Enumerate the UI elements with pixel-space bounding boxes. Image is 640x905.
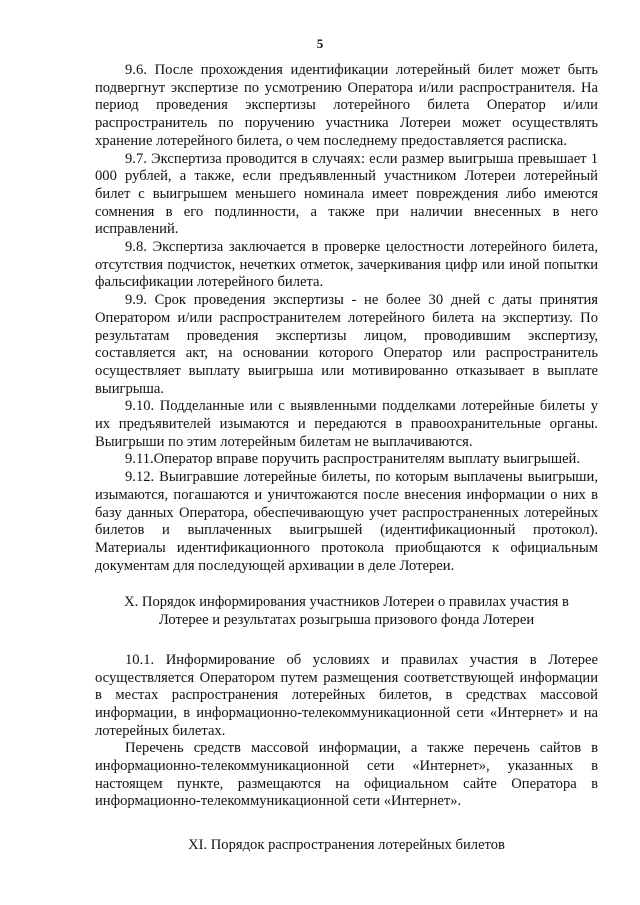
document-body — [95, 62, 598, 855]
paragraph-9-11: 9.11.Оператор вправе поручить распространителям выплату выигрышей. — [125, 451, 581, 468]
paragraph-9-8: 9.8. Экспертиза заключается в проверке целостности лотерейного билета, отсутствия подчисток, нечетких отметок, зачеркивания цифр или иной попытки фальсификации лотерейного билета. — [95, 239, 598, 291]
paragraph-9-12: 9.12. Выигравшие лотерейные билеты, по которым выплачены выигрыши, изымаются, погашаются и уничтожаются после внесения информации о них в базу данных Оператора, обеспечивающую учет распространенных лотерейных билетов и выплаченных выигрышей (идентификационный протокол). Материалы идентификационного протокола приобщаются к официальным документам для последующей архивации в деле Лотереи. — [95, 469, 598, 574]
page-number: 5 — [316, 36, 324, 51]
paragraph-media-list: Перечень средств массовой информации, а также перечень сайтов в информационно-телекоммуникационной сети «Интернет», указанных в настоящем пункте, размещаются на официальном сайте Оператора в информационно-телекоммуникационной сети «Интернет». — [95, 740, 598, 810]
section-heading-xi: XI. Порядок распространения лотерейных билетов — [188, 837, 505, 854]
section-heading-x: X. Порядок информирования участников Лотереи о правилах участия в Лотерее и результатах розыгрыша призового фонда Лотереи — [124, 594, 569, 629]
paragraph-9-10: 9.10. Подделанные или с выявленными подделками лотерейные билеты у их предъявителей изымаются и передаются в правоохранительные органы. Выигрыши по этим лотерейным билетам не выплачиваются. — [95, 398, 598, 450]
paragraph-10-1: 10.1. Информирование об условиях и правилах участия в Лотерее осуществляется Оператором путем размещения соответствующей информации в местах распространения лотерейных билетов, в средствах массовой информации, в информационно-телекоммуникационной сети «Интернет» и на лотерейных билетах. — [95, 651, 598, 739]
paragraph-9-6: 9.6. После прохождения идентификации лотерейный билет может быть подвергнут экспертизе по усмотрению Оператора и/или распространителя. На период проведения экспертизы лотерейного билета Оператор и/или распространитель по поручению участника Лотереи может осуществлять хранение лотерейного билета, о чем последнему предоставляется расписка. — [95, 62, 598, 149]
paragraph-9-9: 9.9. Срок проведения экспертизы - не более 30 дней с даты принятия Оператором и/или распространителем лотерейного билета на экспертизу. По результатам проведения экспертизы лицом, проводившим экспертизу, составляется акт, на основании которого Оператор или распространитель осуществляет выплату выигрыша или мотивированно отказывает в выплате выигрыша. — [95, 292, 598, 397]
paragraph-9-7: 9.7. Экспертиза проводится в случаях: если размер выигрыша превышает 1 000 рублей, а также, если предъявленный участником Лотереи лотерейный билет с выигрышем меньшего номинала имеет повреждения либо имеются сомнения в его подлинности, а также при наличии внесенных в него исправлений. — [95, 150, 598, 238]
